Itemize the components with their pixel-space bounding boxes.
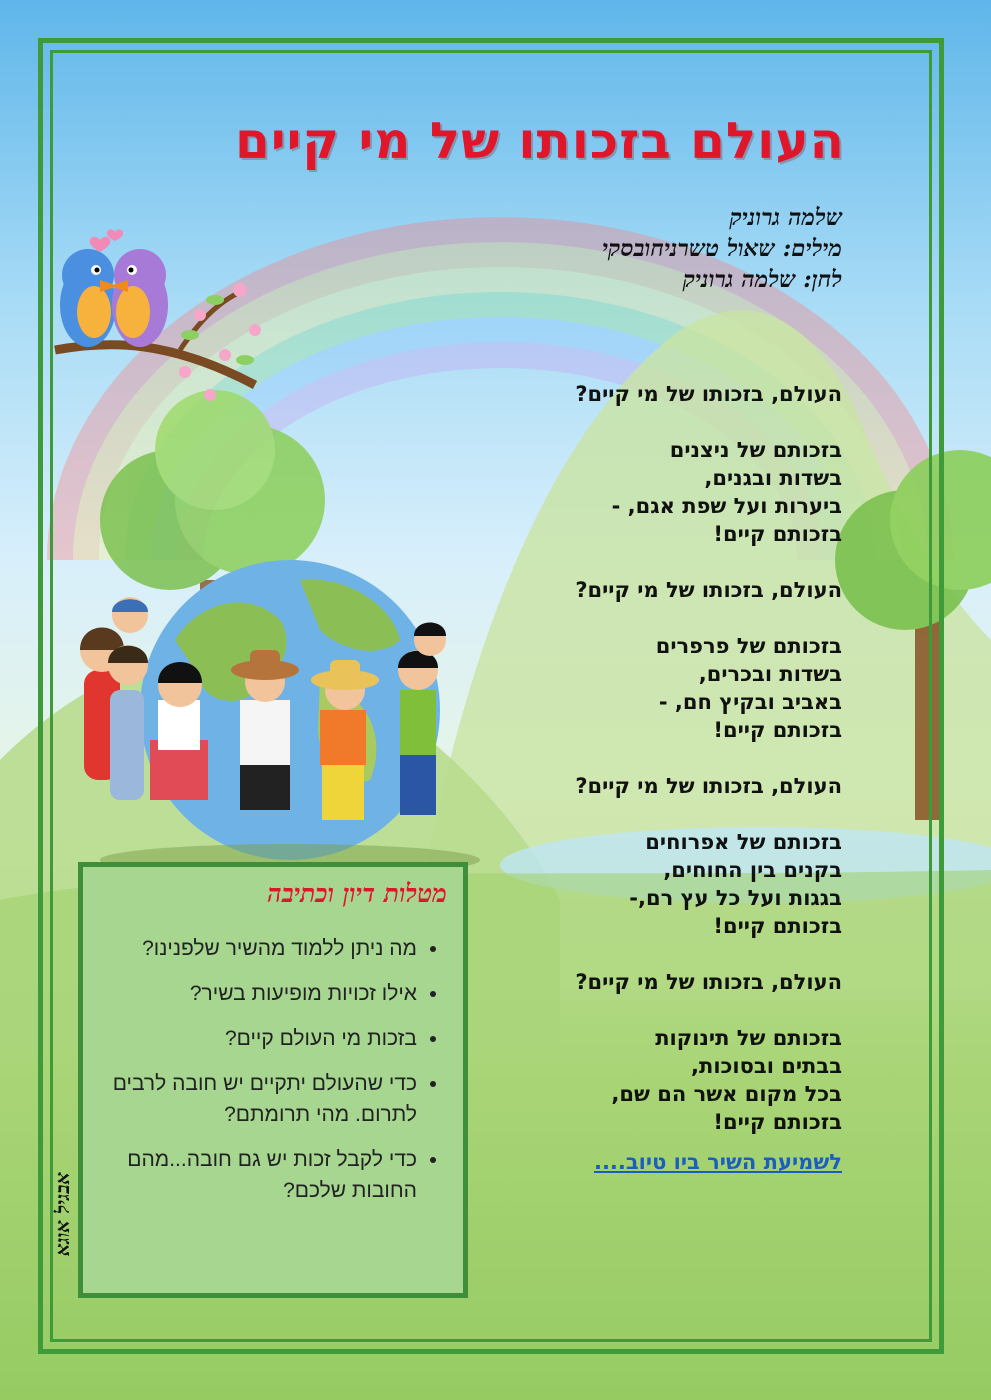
lyric-line: באביב ובקיץ חם, - xyxy=(658,690,842,714)
lyric-line: בגגות ועל כל עץ רם,- xyxy=(629,886,842,910)
lyric-line: בשדות ובגנים, xyxy=(704,466,842,490)
stanza-gap xyxy=(470,996,842,1024)
stanza-gap xyxy=(470,940,842,968)
lyric-line: בזכותם קיים! xyxy=(713,522,842,546)
stanza-gap xyxy=(470,800,842,828)
lyric-line: העולם, בזכותו של מי קיים? xyxy=(575,970,842,994)
lyric-line: ביערות ועל שפת אגם, - xyxy=(611,494,842,518)
author-signature: אבגיל אוגא xyxy=(52,1172,74,1256)
lyric-line: בזכותם של תינוקות xyxy=(655,1026,842,1050)
stanza-gap xyxy=(470,408,842,436)
lyric-line: בזכותם קיים! xyxy=(713,1110,842,1134)
lyric-line: בבתים ובסוכות, xyxy=(691,1054,842,1078)
task-item: • כדי לקבל זכות יש גם חובה...מהם החובות שלכם? xyxy=(87,1144,417,1206)
tasks-list xyxy=(87,933,445,1220)
task-item: • מה ניתן ללמוד מהשיר שלפנינו? xyxy=(87,933,417,964)
music-credit: לחן: שלמה גרוניק xyxy=(682,266,842,293)
lyric-line: העולם, בזכותו של מי קיים? xyxy=(575,578,842,602)
song-lyrics xyxy=(470,380,842,1174)
stanza-gap xyxy=(470,744,842,772)
task-item: • אילו זכויות מופיעות בשיר? xyxy=(87,978,417,1009)
lyric-line: בזכותם של פרפרים xyxy=(655,634,842,658)
lyric-line: בזכותם של אפרוחים xyxy=(645,830,842,854)
lyrics-credit: מילים: שאול טשרניחובסקי xyxy=(602,235,842,262)
page-title: העולם בזכותו של מי קיים xyxy=(235,112,845,170)
lyric-line: בזכותם של ניצנים xyxy=(669,438,842,462)
lyric-line: בזכותם קיים! xyxy=(713,914,842,938)
lyric-line: העולם, בזכותו של מי קיים? xyxy=(575,382,842,406)
stanza-gap xyxy=(470,548,842,576)
lyric-line: העולם, בזכותו של מי קיים? xyxy=(575,774,842,798)
author-name: שלמה גרוניק xyxy=(729,204,842,231)
stanza-gap xyxy=(470,604,842,632)
lyric-line: בקנים בין החוחים, xyxy=(663,858,842,882)
youtube-link[interactable]: לשמיעת השיר ביו טיוב.... xyxy=(593,1150,842,1174)
tasks-title: מטלות דיון וכתיבה xyxy=(267,879,447,908)
discussion-tasks-box xyxy=(78,862,468,1298)
credits-block xyxy=(480,202,842,295)
task-item: • כדי שהעולם יתקיים יש חובה לרבים לתרום. מהי תרומתם? xyxy=(87,1068,417,1130)
lyric-line: בזכותם קיים! xyxy=(713,718,842,742)
task-item: • בזכות מי העולם קיים? xyxy=(87,1023,417,1054)
lyric-line: בשדות ובכרים, xyxy=(698,662,842,686)
lyric-line: בכל מקום אשר הם שם, xyxy=(611,1082,842,1106)
lyrics-lines xyxy=(470,380,842,1136)
